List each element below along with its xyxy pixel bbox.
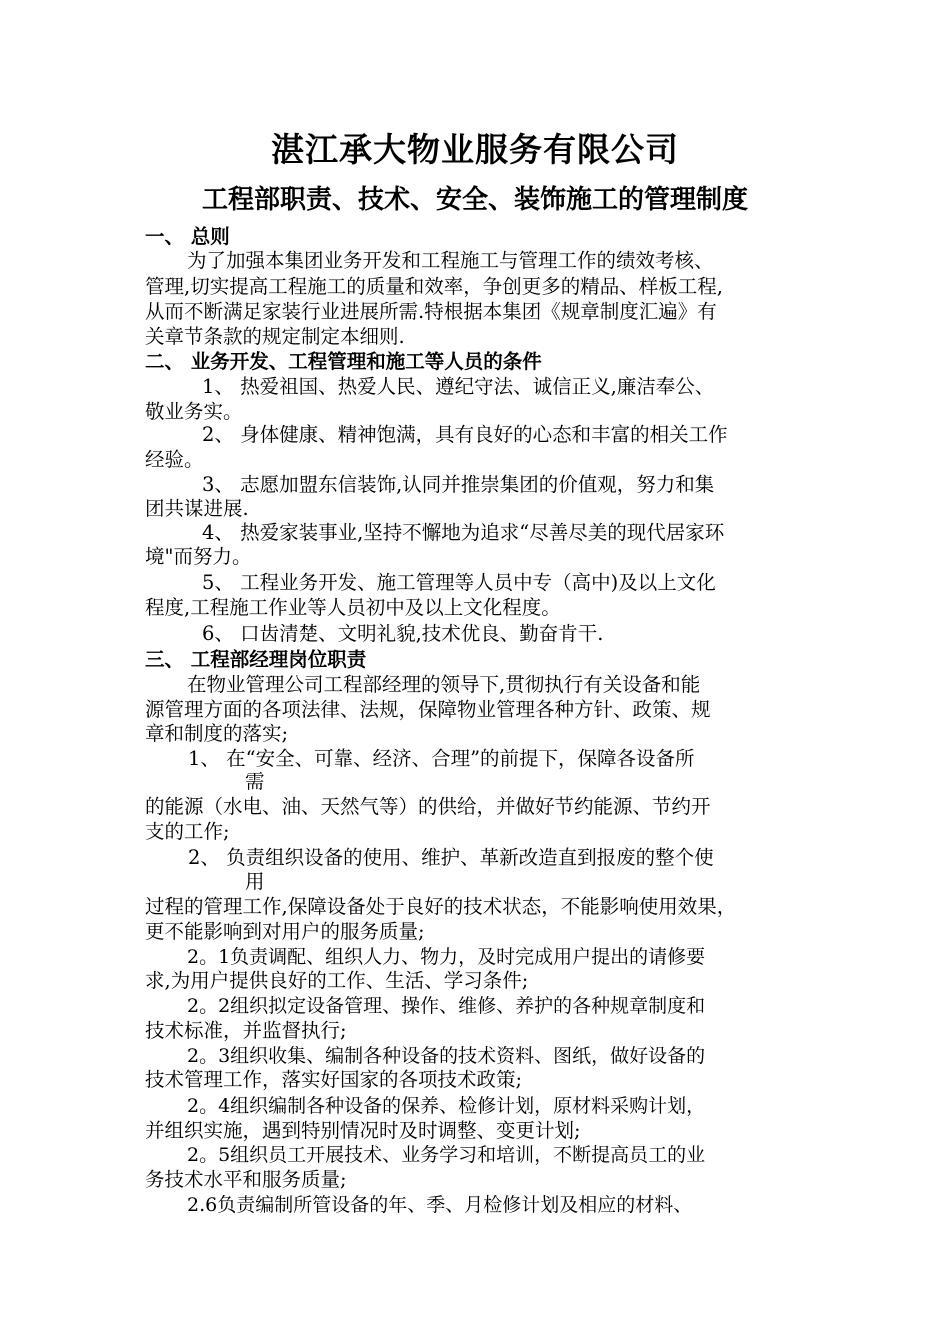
list-item: 6、 口齿清楚、文明礼貌,技术优良、勤奋肯干. [202,622,604,645]
paragraph-line: 务技术水平和服务质量; [145,1168,347,1191]
paragraph-line: 的能源（水电、油、天然气等）的供给，并做好节约能源、节约开 [145,795,711,818]
list-item: 2。5组织员工开展技术、业务学习和培训，不断提高员工的业 [187,1144,706,1166]
list-item: 2。2组织拟定设备管理、操作、维修、养护的各种规章制度和 [187,995,706,1017]
paragraph-line: 源管理方面的各项法律、法规，保障物业管理各种方针、政策、规 [145,698,711,721]
section-heading: 一、 总则 [145,225,230,248]
document-title: 湛江承大物业服务有限公司 [271,130,679,169]
paragraph-line: 境"而努力。 [145,545,252,568]
document-subtitle: 工程部职责、技术、安全、装饰施工的管理制度 [201,185,748,215]
paragraph-line: 为了加强本集团业务开发和工程施工与管理工作的绩效考核、 [187,249,714,272]
list-item: 2。3组织收集、编制各种设备的技术资料、图纸，做好设备的 [187,1045,706,1067]
paragraph-line: 需 [245,770,265,793]
paragraph-line: 程度,工程施工作业等人员初中及以上文化程度。 [145,596,561,619]
list-item: 4、 热爱家装事业,坚持不懈地为追求“尽善尽美的现代居家环 [202,521,725,544]
list-item: 2、 身体健康、精神饱满，具有良好的心态和丰富的相关工作 [202,423,728,446]
paragraph-line: 管理,切实提高工程施工的质量和效率，争创更多的精品、样板工程, [145,275,723,298]
list-item: 5、 工程业务开发、施工管理等人员中专（高中)及以上文化 [202,571,716,594]
paragraph-line: 用 [245,870,265,893]
paragraph-line: 从而不断满足家装行业进展所需.特根据本集团《规章制度汇遍》有 [145,300,717,323]
paragraph-line: 敬业务实。 [145,400,243,423]
paragraph-line: 关章节条款的规定制定本细则. [145,325,405,348]
section-heading: 二、 业务开发、工程管理和施工等人员的条件 [145,350,542,373]
section-heading: 三、 工程部经理岗位职责 [145,648,367,671]
paragraph-line: 求,为用户提供良好的工作、生活、学习条件; [145,969,529,992]
paragraph-line: 更不能影响到对用户的服务质量; [145,920,425,943]
paragraph-line: 章和制度的落实; [145,722,289,745]
list-item: 2。1负责调配、组织人力、物力，及时完成用户提出的请修要 [187,946,706,968]
list-item: 1、 在“安全、可靠、经济、合理”的前提下，保障各设备所 [188,747,695,770]
paragraph-line: 支的工作; [145,820,230,843]
list-item: 2.6负责编制所管设备的年、季、月检修计划及相应的材料、 [187,1194,693,1216]
paragraph-line: 并组织实施，遇到特别情况时及时调整、变更计划; [145,1119,581,1142]
list-item: 2。4组织编制各种设备的保养、检修计划，原材料采购计划， [187,1095,706,1117]
paragraph-line: 过程的管理工作,保障设备处于良好的技术状态，不能影响使用效果， [145,895,737,918]
list-item: 2、 负责组织设备的使用、维护、革新改造直到报废的整个使 [188,846,714,869]
paragraph-line: 团共谋进展. [145,497,249,520]
paragraph-line: 经验。 [145,448,204,471]
list-item: 3、 志愿加盟东信装饰,认同并推崇集团的价值观，努力和集 [202,473,715,496]
paragraph-line: 技术标准，并监督执行; [145,1019,347,1042]
paragraph-line: 技术管理工作，落实好国家的各项技术政策; [145,1068,523,1091]
paragraph-line: 在物业管理公司工程部经理的领导下,贯彻执行有关设备和能 [187,673,701,696]
list-item: 1、 热爱祖国、热爱人民、遵纪守法、诚信正义,廉洁奉公、 [202,375,715,398]
